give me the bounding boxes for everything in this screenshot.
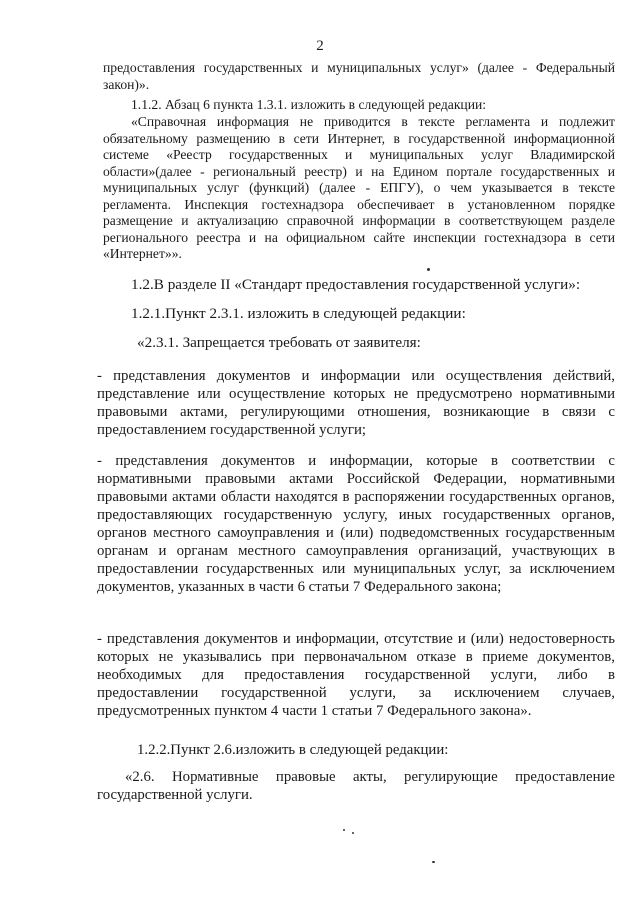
paragraph-2-3-1: «2.3.1. Запрещается требовать от заявителя:	[137, 334, 421, 351]
paragraph-2-6: «2.6. Нормативные правовые акты, регулирующие предоставление государственной услуги.	[97, 769, 615, 803]
scan-speck	[432, 861, 435, 863]
paragraph-1-1-2: 1.1.2. Абзац 6 пункта 1.3.1. изложить в следующей редакции:	[131, 97, 487, 112]
page-number: 2	[316, 38, 324, 54]
list-item-3: - представления документов и информации, отсутствие и (или) недостоверность которых не указывались при первоначальном отказе в приеме документов, необходимых для предоставления государственной услуги, либо в предоставлении государственной услуги, за исключением случаев, предусмотренных пунктом 4 части 1 статьи 7 Федерального закона».	[97, 631, 615, 719]
paragraph-1-2-2: 1.2.2.Пункт 2.6.изложить в следующей редакции:	[137, 742, 449, 758]
list-item-1: - представления документов и информации или осуществления действий, представление или осуществление которых не предусмотрено нормативными правовыми актами, регулирующими отношения, возникающие в связи с предоставлением государственной услуги;	[97, 368, 615, 438]
paragraph-continuation: предоставления государственных и муниципальных услуг» (далее - Федеральный закон)».	[103, 60, 615, 92]
paragraph-reference-info: «Справочная информация не приводится в тексте регламента и подлежит обязательному размещению в сети Интернет, в государственной информационной системе «Реестр государственных и муниципальных услуг Владимирской области»(далее - региональный реестр) и на Едином портале государственных и муниципальных услуг (функций) (далее - ЕПГУ), о чем указывается в тексте регламента. Инспекция гостехнадзора обеспечивает в установленном порядке размещение и актуализацию справочной информации в соответствующем разделе регионального реестра и на официальном сайте инспекции гостехнадзора в сети «Интернет»».	[103, 114, 615, 261]
scan-speck	[427, 268, 430, 271]
scan-speck	[352, 832, 354, 834]
paragraph-1-2-1: 1.2.1.Пункт 2.3.1. изложить в следующей редакции:	[131, 305, 466, 322]
scan-speck	[343, 829, 345, 831]
list-item-2: - представления документов и информации, которые в соответствии с нормативными правовыми актами Российской Федерации, нормативными правовыми актами области находятся в распоряжении государственных органов, предоставляющих государственную услугу, иных государственных органов, органов местного самоуправления и (или) подведомственных государственным органам и органам местного самоуправления организаций, участвующих в предоставлении государственных или муниципальных услуг, за исключением документов, указанных в части 6 статьи 7 Федерального закона;	[97, 453, 615, 595]
paragraph-1-2: 1.2.В разделе II «Стандарт предоставления государственной услуги»:	[131, 276, 581, 293]
